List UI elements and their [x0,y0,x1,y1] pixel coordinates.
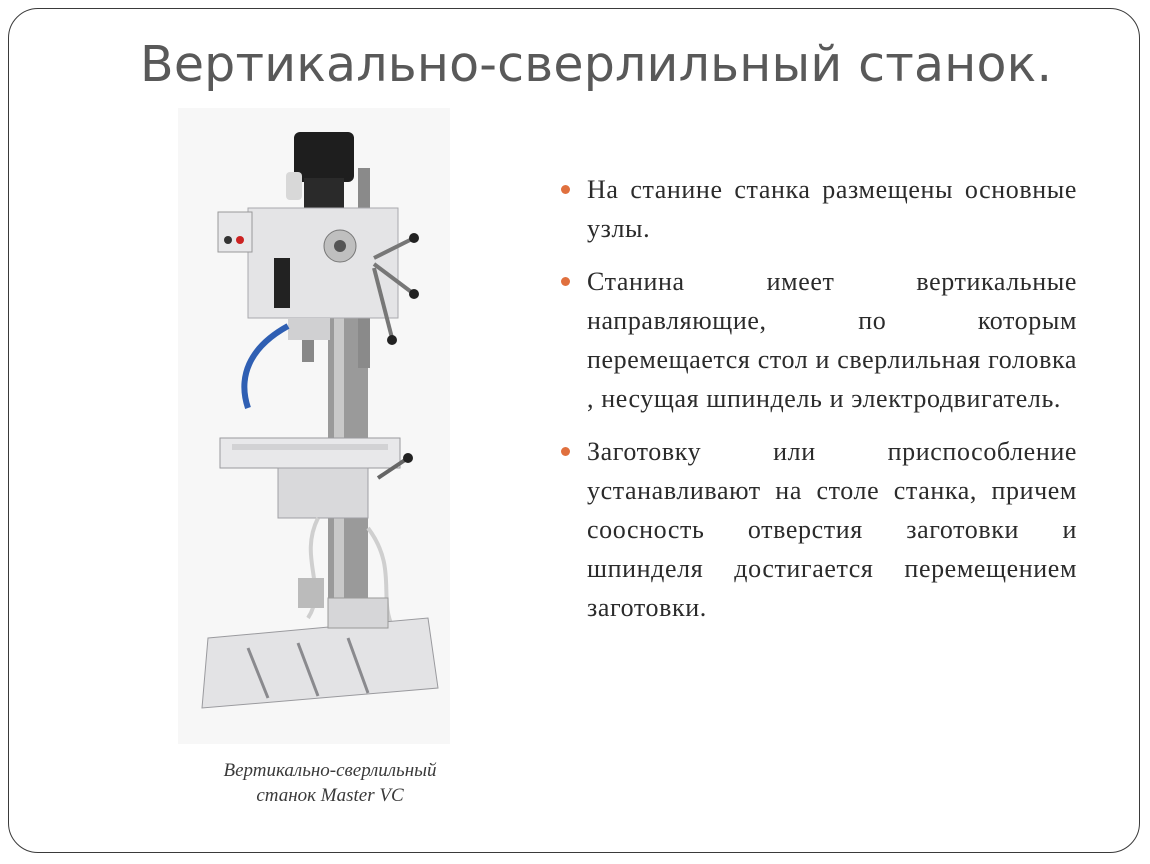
drill-press-illustration [178,108,450,744]
bullet-dot-icon [561,277,570,286]
drill-press-photo [178,108,450,744]
caption-line-1: Вертикально-сверлильный [223,760,437,781]
bullet-list [555,170,1077,641]
bullet-dot-icon [561,185,570,194]
bullet-text: Станина имеет вертикальные направляющие, по которым перемещается стол и сверлильная головка , несущая шпиндель и электродвигатель. [587,267,1077,413]
photo-caption [160,758,500,808]
caption-line-2: станок Master VC [256,785,404,806]
bullet-item [555,170,1077,248]
bullet-text: На станине станка размещены основные узлы. [587,175,1077,243]
bullet-item [555,262,1077,418]
bullet-dot-icon [561,447,570,456]
bullet-item [555,432,1077,627]
bullet-text: Заготовку или приспособление устанавливают на столе станка, причем соосность отверстия заготовки и шпинделя достигается перемещением заготовки. [587,437,1077,622]
slide-title: Вертикально-сверлильный станок. [140,36,1053,93]
